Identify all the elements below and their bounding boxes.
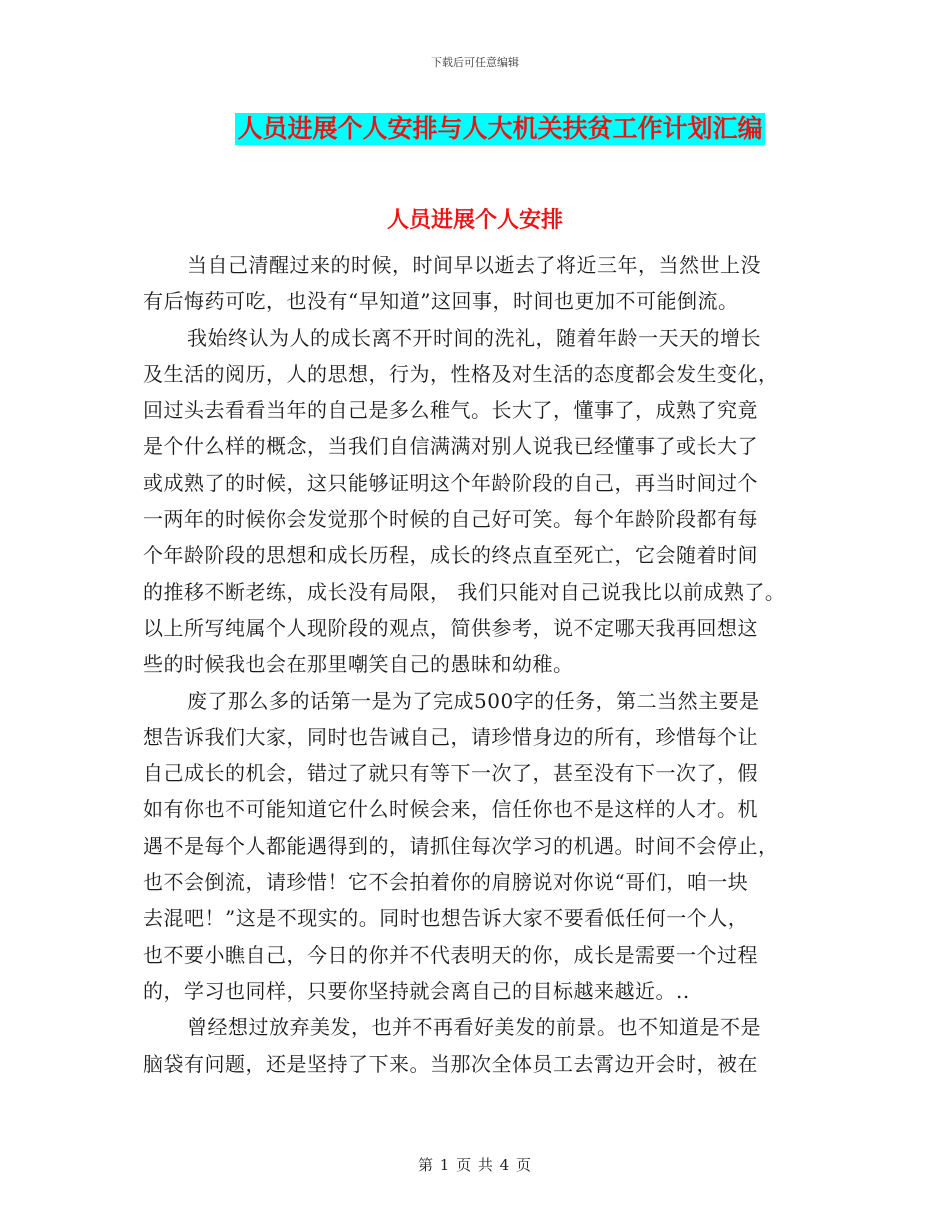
paragraph-line: 的，学习也同样，只要你坚持就会离自己的目标越来越近。.. (143, 978, 690, 1003)
paragraph-line: 去混吧！”这是不现实的。同时也想告诉大家不要看低任何一个人， (143, 906, 749, 931)
paragraph-line: 曾经想过放弃美发，也并不再看好美发的前景。也不知道是不是 (187, 1015, 761, 1040)
paragraph-line: 遇不是每个人都能遇得到的，请抓住每次学习的机遇。时间不会停止， (143, 833, 779, 858)
paragraph-line: 如有你也不可能知道它什么时候会来，信任你也不是这样的人才。机 (143, 797, 758, 822)
paragraph-line: 想告诉我们大家，同时也告诫自己，请珍惜身边的所有，珍惜每个让 (143, 724, 758, 749)
document-title: 人员进展个人安排与人大机关扶贫工作计划汇编 (237, 114, 763, 143)
paragraph-line: 以上所写纯属个人现阶段的观点，简供参考，说不定哪天我再回想这 (143, 615, 758, 640)
paragraph-line: 有后悔药可吃，也没有“早知道”这回事，时间也更加不可能倒流。 (143, 289, 739, 314)
page-number-footer: 第 1 页 共 4 页 (418, 1156, 532, 1174)
paragraph-line: 些的时候我也会在那里嘲笑自己的愚昧和幼稚。 (143, 652, 574, 677)
paragraph-line: 个年龄阶段的思想和成长历程，成长的终点直至死亡，它会随着时间 (143, 543, 758, 568)
body-text (143, 247, 803, 1082)
paragraph-line: 也不要小瞧自己，今日的你并不代表明天的你，成长是需要一个过程 (143, 942, 758, 967)
paragraph-line: 的推移不断老练，成长没有局限， 我们只能对自己说我比以前成熟了。 (143, 579, 786, 604)
section-title: 人员进展个人安排 (386, 208, 563, 233)
paragraph-line: 是个什么样的概念，当我们自信满满对别人说我已经懂事了或长大了 (143, 434, 758, 459)
paragraph-line: 一两年的时候你会发觉那个时候的自己好可笑。每个年龄阶段都有每 (143, 507, 758, 532)
paragraph-line: 及生活的阅历，人的思想，行为，性格及对生活的态度都会发生变化， (143, 361, 779, 386)
paragraph-line: 自己成长的机会，错过了就只有等下一次了，甚至没有下一次了，假 (143, 761, 758, 786)
paragraph-line: 脑袋有问题，还是坚持了下来。当那次全体员工去霄边开会时，被在 (143, 1051, 758, 1076)
page-header-note: 下载后可任意编辑 (431, 56, 519, 69)
paragraph-line: 也不会倒流，请珍惜！它不会拍着你的肩膀说对你说“哥们，咱一块 (143, 870, 749, 895)
paragraph-line: 或成熟了的时候，这只能够证明这个年龄阶段的自己，再当时间过个 (143, 470, 758, 495)
paragraph-line: 我始终认为人的成长离不开时间的洗礼，随着年龄一天天的增长 (187, 325, 761, 350)
paragraph-line: 废了那么多的话第一是为了完成500字的任务，第二当然主要是 (187, 688, 760, 713)
paragraph-line: 当自己清醒过来的时候，时间早以逝去了将近三年，当然世上没 (187, 253, 761, 277)
document-title-wrapper (0, 113, 950, 145)
paragraph-line: 回过头去看看当年的自己是多么稚气。长大了，懂事了，成熟了究竟 (143, 398, 758, 423)
